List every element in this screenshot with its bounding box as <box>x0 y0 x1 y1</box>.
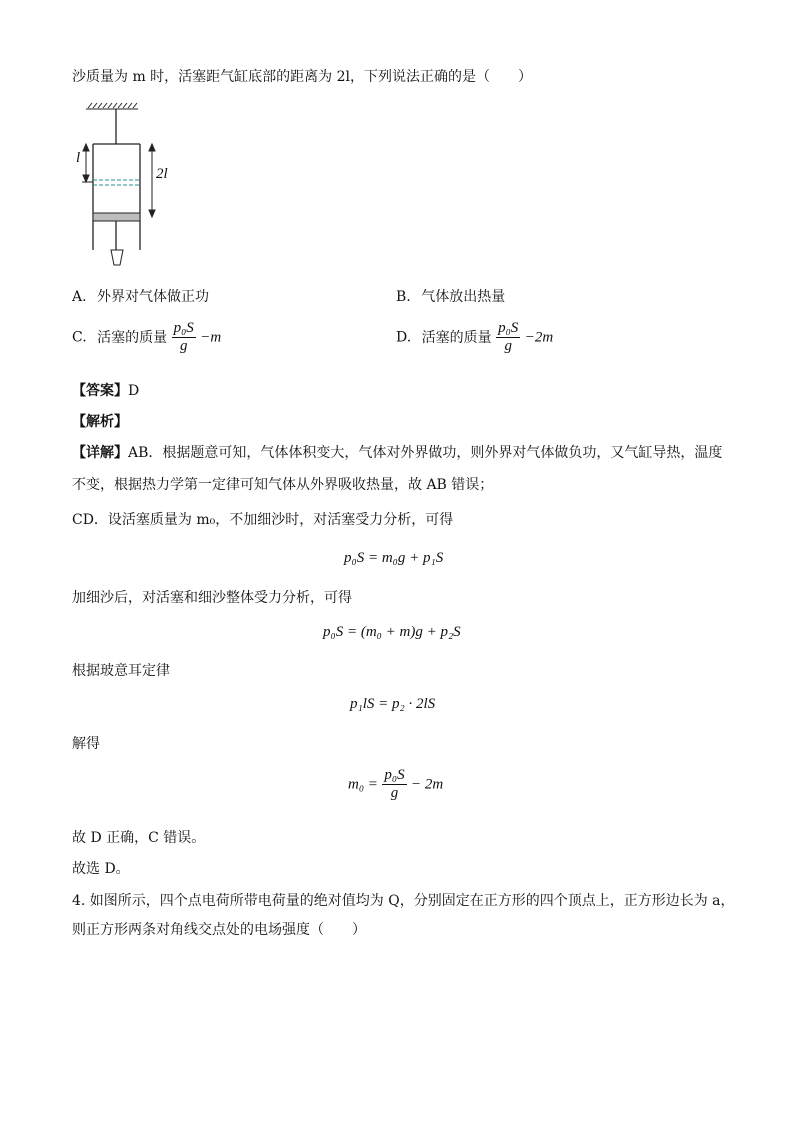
analysis-tag: 【解析】 <box>72 414 128 430</box>
cylinder-figure <box>70 100 180 270</box>
eq4-tail: − 2m <box>411 776 444 793</box>
option-b-letter: B. <box>396 289 411 305</box>
option-d-fraction: $\frac{\text{p₀S}}{g}$ <box>498 320 519 354</box>
option-a <box>72 286 209 306</box>
option-c-fraction: $\frac{\text{p₀S}}{g}$ <box>173 320 194 354</box>
option-c-text: 活塞的质量 <box>97 329 168 346</box>
question-4-line-1: 4. 如图所示，四个点电荷所带电荷量的绝对值均为 Q，分别固定在正方形的四个顶点上，正方形边长为 a， <box>72 893 735 909</box>
option-c-tail: −m <box>200 329 222 346</box>
text-after-eq3: 解得 <box>72 736 100 752</box>
option-a-letter: A. <box>72 289 87 305</box>
option-d-text: 活塞的质量 <box>421 329 492 346</box>
option-c <box>72 320 221 355</box>
text-after-eq2: 根据玻意耳定律 <box>72 663 170 679</box>
conclusion-1: 故 D 正确，C 错误。 <box>72 830 206 846</box>
question-4-line-2: 则正方形两条对角线交点处的电场强度（ ） <box>72 922 366 938</box>
answer-tag: 【答案】 <box>72 383 128 399</box>
option-d-tail: −2m <box>524 329 554 346</box>
equation-4 <box>348 767 443 802</box>
equation-2: p₀S = (m₀ + m)g + p₂S <box>323 624 461 640</box>
option-d-letter: D. <box>396 329 412 346</box>
option-d <box>396 320 553 355</box>
option-b-text: 气体放出热量 <box>421 289 506 305</box>
dimension-l <box>82 144 93 182</box>
ceiling-hatch <box>86 103 138 109</box>
detail-tag: 【详解】 <box>72 445 128 461</box>
label-2l: 2l <box>156 166 168 182</box>
answer-value: D <box>128 383 140 399</box>
detail-line-1: 【详解】AB．根据题意可知，气体体积变大，气体对外界做功，则外界对气体做负功，又气缸导热，温度 <box>72 445 723 461</box>
piston <box>93 213 140 221</box>
question-stem-tail: 沙质量为 m 时，活塞距气缸底部的距离为 2l，下列说法正确的是（ ） <box>72 69 533 85</box>
label-l: l <box>76 150 81 166</box>
option-c-letter: C. <box>72 329 87 346</box>
detail-line-3: CD．设活塞质量为 m₀，不加细沙时，对活塞受力分析，可得 <box>72 512 454 528</box>
option-b <box>396 286 505 306</box>
detail-line-2: 不变，根据热力学第一定律可知气体从外界吸收热量，故 AB 错误； <box>72 477 494 493</box>
equation-3: p₁lS = p₂ · 2lS <box>350 696 436 712</box>
sand-bucket <box>111 250 123 265</box>
equation-1: p₀S = m₀g + p₁S <box>344 550 444 566</box>
eq4-lhs: m₀ = <box>348 776 378 793</box>
option-a-text: 外界对气体做正功 <box>97 289 210 305</box>
text-after-eq1: 加细沙后，对活塞和细沙整体受力分析，可得 <box>72 590 352 606</box>
dimension-2l <box>149 144 155 217</box>
answer-line <box>72 380 139 400</box>
conclusion-2: 故选 D。 <box>72 861 130 877</box>
eq4-fraction: $\frac{\text{p₀S}}{g}$ <box>384 767 405 801</box>
